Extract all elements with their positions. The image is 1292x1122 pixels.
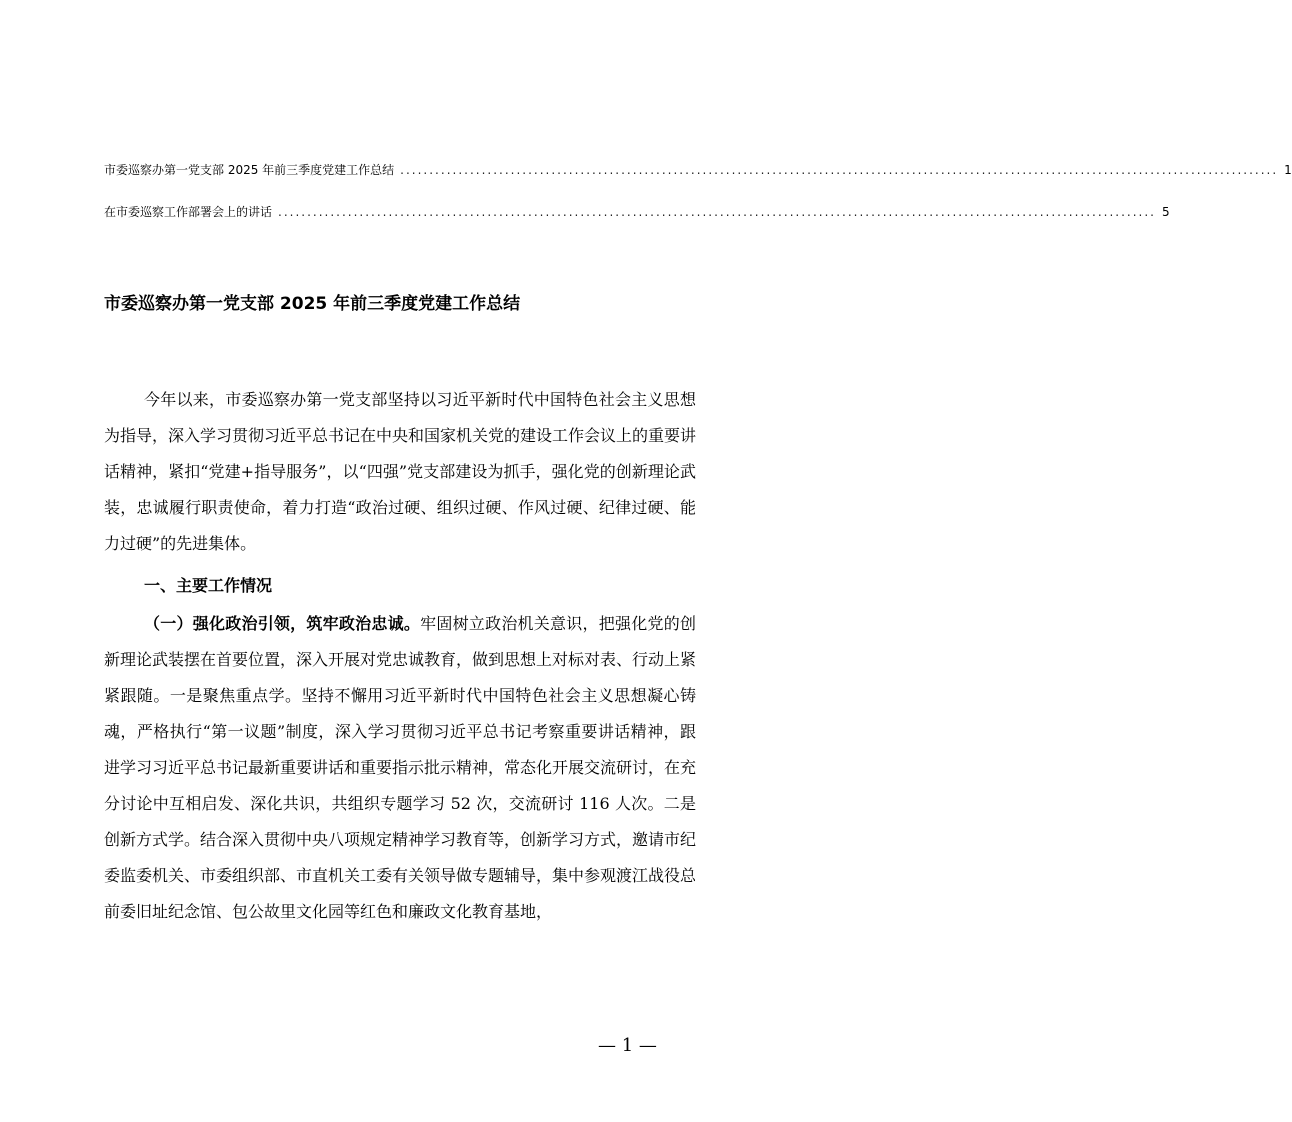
toc-entry[interactable]: [104, 162, 1292, 178]
section-heading: 一、主要工作情况: [144, 576, 273, 595]
toc-entry-title: 市委巡察办第一党支部 2025 年前三季度党建工作总结: [104, 163, 395, 177]
item-body-text: 牢固树立政治机关意识，把强化党的创新理论武装摆在首要位置，深入开展对党忠诚教育，做到思想上对标对表、行动上紧紧跟随。一是聚焦重点学。坚持不懈用习近平新时代中国特色社会主义思想凝心铸魂，严格执行“第一议题”制度，深入学习贯彻习近平总书记考察重要讲话精神，跟进学习习近平总书记最新重要讲话和重要指示批示精神，常态化开展交流研讨，在充分讨论中互相启发、深化共识，共组织专题学习 52 次，交流研讨 116 人次。二是创新方式学。结合深入贯彻中央八项规定精神学习教育等，创新学习方式，邀请市纪委监委机关、市委组织部、市直机关工委有关领导做专题辅导，集中参观渡江战役总前委旧址纪念馆、包公故里文化园等红色和廉政文化教育基地，: [104, 614, 697, 921]
toc-entry-page: 1: [1284, 163, 1292, 177]
page-number: — 1 —: [598, 1035, 657, 1056]
document-title: 市委巡察办第一党支部 2025 年前三季度党建工作总结: [104, 294, 521, 314]
toc-entry-title: 在市委巡察工作部署会上的讲话: [104, 205, 273, 219]
section-paragraph: [104, 606, 696, 930]
intro-paragraph: 今年以来，市委巡察办第一党支部坚持以习近平新时代中国特色社会主义思想为指导，深入学习贯彻习近平总书记在中央和国家机关党的建设工作会议上的重要讲话精神，紧扣“党建+指导服务”，以“四强”党支部建设为抓手，强化党的创新理论武装，忠诚履行职责使命，着力打造“政治过硬、组织过硬、作风过硬、纪律过硬、能力过硬”的先进集体。: [104, 390, 697, 553]
toc-leader-dots: .......................................................................................................................................................: [278, 205, 1156, 219]
item-lead-phrase: （一）强化政治引领，筑牢政治忠诚。: [144, 614, 421, 633]
toc-entry[interactable]: [104, 204, 1170, 220]
toc-leader-dots: .......................................................................................................................................................: [400, 163, 1279, 177]
toc-entry-page: 5: [1162, 205, 1170, 219]
